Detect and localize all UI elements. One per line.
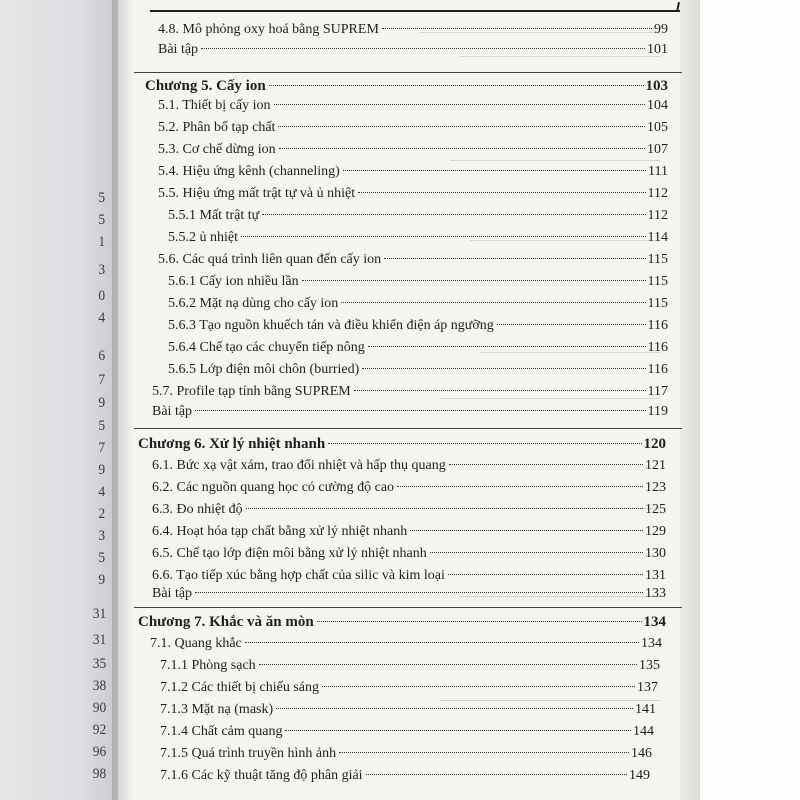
toc-entry xyxy=(158,22,668,38)
toc-entry xyxy=(158,98,668,114)
facing-page-number: 0 xyxy=(98,288,106,304)
dot-leader xyxy=(366,774,627,775)
toc-page-number: 101 xyxy=(647,42,668,57)
toc-entry xyxy=(158,186,668,202)
toc-page-number: 130 xyxy=(645,546,666,561)
dot-leader xyxy=(259,664,637,665)
toc-entry-title: 5.6.1 Cấy ion nhiều lần xyxy=(168,274,299,289)
toc-entry-title: 5.5.1 Mất trật tự xyxy=(168,208,260,223)
toc-page-number: 104 xyxy=(647,98,668,113)
facing-page-number: 9 xyxy=(98,395,106,411)
toc-entry-title: Bài tập xyxy=(152,404,193,419)
toc-subentry xyxy=(168,230,668,246)
toc-entry xyxy=(158,252,668,268)
toc-subentry xyxy=(168,296,668,312)
dot-leader xyxy=(201,48,645,49)
dot-leader xyxy=(241,236,646,237)
facing-page-number: 1 xyxy=(98,234,106,250)
toc-page-number: 99 xyxy=(654,22,668,37)
toc-page-number: 135 xyxy=(639,658,660,673)
toc-page-number: 116 xyxy=(647,318,668,333)
toc-subentry xyxy=(160,746,652,762)
toc-entry xyxy=(152,404,668,420)
toc-entry-title: 4.8. Mô phỏng oxy hoá bằng SUPREM xyxy=(158,22,379,37)
toc-entry-title: 6.3. Đo nhiệt độ xyxy=(152,502,243,517)
toc-page-number: 134 xyxy=(643,614,666,630)
facing-page-number: 35 xyxy=(92,656,107,672)
toc-subentry xyxy=(160,680,658,696)
facing-page-number: 6 xyxy=(98,348,106,364)
facing-page-number: 3 xyxy=(98,262,106,278)
facing-page-edge xyxy=(0,0,118,800)
toc-entry-title: 7.1.2 Các thiết bị chiếu sáng xyxy=(160,680,320,695)
toc-page-number: 121 xyxy=(645,458,666,473)
dot-leader xyxy=(278,126,645,127)
toc-page-number: 111 xyxy=(648,164,668,179)
facing-page-number: 90 xyxy=(92,700,107,716)
facing-page-number: 3 xyxy=(98,528,106,544)
page-edge-right xyxy=(680,0,700,800)
toc-page-number: 105 xyxy=(647,120,668,135)
dot-leader xyxy=(397,486,643,487)
toc-entry xyxy=(158,120,668,136)
toc-entry-title: Bài tập xyxy=(158,42,199,57)
toc-page-number: 116 xyxy=(647,362,668,377)
toc-entry-title: 5.5.2 ủ nhiệt xyxy=(168,230,238,245)
show-through-text xyxy=(440,700,660,701)
dot-leader xyxy=(245,642,639,643)
toc-page-number: 115 xyxy=(647,274,668,289)
toc-entry-title: 5.7. Profile tạp tính bằng SUPREM xyxy=(152,384,351,399)
chapter-rule xyxy=(134,428,682,429)
toc-entry xyxy=(158,142,668,158)
toc-page-number: 120 xyxy=(643,436,666,452)
toc-subentry xyxy=(168,340,668,356)
toc-entry-title: 7.1.5 Quá trình truyền hình ảnh xyxy=(160,746,337,761)
toc-page-number: 123 xyxy=(645,480,666,495)
facing-page-number: 31 xyxy=(92,632,107,648)
toc-entry-title: 5.6.2 Mặt nạ dùng cho cấy ion xyxy=(168,296,339,311)
toc-entry-title: 5.3. Cơ chế dừng ion xyxy=(158,142,276,157)
toc-entry-title: 6.2. Các nguồn quang học có cường độ cao xyxy=(152,480,395,495)
toc-page-number: 103 xyxy=(645,78,668,94)
dot-leader xyxy=(341,302,645,303)
toc-page-number: 125 xyxy=(645,502,666,517)
toc-page-number: 131 xyxy=(645,568,666,583)
dot-leader xyxy=(269,85,644,86)
dot-leader xyxy=(274,104,646,105)
toc-subentry xyxy=(168,208,668,224)
toc-chapter xyxy=(145,78,668,95)
toc-page-number: 146 xyxy=(631,746,652,761)
toc-page-number: 115 xyxy=(647,252,668,267)
chapter-title: Chương 6. Xử lý nhiệt nhanh xyxy=(138,436,326,452)
toc-entry-title: 6.5. Chế tạo lớp điện môi bằng xử lý nhiệt nhanh xyxy=(152,546,427,561)
toc-subentry xyxy=(168,274,668,290)
toc-page-number: 114 xyxy=(647,230,668,245)
toc-page-number: 134 xyxy=(641,636,662,651)
toc-entry-title: 5.2. Phân bố tạp chất xyxy=(158,120,276,135)
dot-leader xyxy=(246,508,643,509)
toc-subentry xyxy=(160,702,656,718)
facing-page-number: 96 xyxy=(92,744,107,760)
toc-entry xyxy=(152,384,668,400)
dot-leader xyxy=(449,464,643,465)
toc-chapter xyxy=(138,436,666,453)
dot-leader xyxy=(195,410,645,411)
dot-leader xyxy=(410,530,643,531)
spine-shadow xyxy=(112,0,134,800)
dot-leader xyxy=(276,708,633,709)
dot-leader xyxy=(279,148,645,149)
toc-entry-title: 6.6. Tạo tiếp xúc bằng hợp chất của silic và kim loại xyxy=(152,568,445,583)
toc-subentry xyxy=(168,318,668,334)
dot-leader xyxy=(285,730,631,731)
toc-entry-title: 5.5. Hiệu ứng mất trật tự và ủ nhiệt xyxy=(158,186,356,201)
toc-entry-title: Bài tập xyxy=(152,586,193,601)
toc-subentry xyxy=(168,362,668,378)
dot-leader xyxy=(322,686,635,687)
toc-page-number: 112 xyxy=(647,186,668,201)
toc-page-number: 119 xyxy=(647,404,668,419)
toc-entry xyxy=(158,42,668,58)
facing-page-number: 92 xyxy=(92,722,107,738)
facing-page-number: 5 xyxy=(98,212,106,228)
dot-leader xyxy=(384,258,645,259)
facing-page-number: 5 xyxy=(98,550,106,566)
facing-page-number: 31 xyxy=(92,606,107,622)
toc-entry-title: 5.6.4 Chế tạo các chuyển tiếp nông xyxy=(168,340,365,355)
chapter-title: Chương 7. Khắc và ăn mòn xyxy=(138,614,314,630)
dot-leader xyxy=(195,592,643,593)
toc-entry xyxy=(150,636,662,652)
dot-leader xyxy=(362,368,645,369)
dot-leader xyxy=(317,621,642,622)
toc-entry-title: 5.4. Hiệu ứng kênh (channeling) xyxy=(158,164,340,179)
toc-entry xyxy=(152,502,666,518)
facing-page-number: 7 xyxy=(98,440,106,456)
toc-chapter xyxy=(138,614,666,631)
facing-page-number: 2 xyxy=(98,506,106,522)
toc-page-number: 133 xyxy=(645,586,666,601)
facing-page-number: 5 xyxy=(98,190,106,206)
facing-page-number: 9 xyxy=(98,462,106,478)
header-rule xyxy=(150,10,680,12)
toc-page-number: 107 xyxy=(647,142,668,157)
toc-entry-title: 5.6. Các quá trình liên quan đến cấy ion xyxy=(158,252,382,267)
toc-entry xyxy=(152,524,666,540)
facing-page-number: 4 xyxy=(98,310,106,326)
toc-entry-title: 6.4. Hoạt hóa tạp chất bằng xử lý nhiệt nhanh xyxy=(152,524,408,539)
facing-page-number: 5 xyxy=(98,418,106,434)
dot-leader xyxy=(343,170,646,171)
chapter-rule xyxy=(134,72,682,73)
toc-subentry xyxy=(160,768,650,784)
facing-page-number: 9 xyxy=(98,572,106,588)
toc-entry xyxy=(152,568,666,584)
dot-leader xyxy=(358,192,645,193)
toc-entry xyxy=(152,458,666,474)
toc-entry xyxy=(152,480,666,496)
toc-page-number: 117 xyxy=(647,384,668,399)
toc-entry-title: 7.1.1 Phòng sạch xyxy=(160,658,256,673)
toc-page-number: 137 xyxy=(637,680,658,695)
dot-leader xyxy=(368,346,646,347)
toc-entry-title: 7.1. Quang khắc xyxy=(150,636,242,651)
dot-leader xyxy=(497,324,646,325)
chapter-rule xyxy=(134,607,682,608)
toc-page-number: 141 xyxy=(635,702,656,717)
toc-page-number: 115 xyxy=(647,296,668,311)
toc-subentry xyxy=(160,724,654,740)
toc-entry-title: 6.1. Bức xạ vật xám, trao đổi nhiệt và hấp thụ quang xyxy=(152,458,446,473)
toc-entry xyxy=(158,164,668,180)
toc-page-number: 116 xyxy=(647,340,668,355)
toc-page-number: 129 xyxy=(645,524,666,539)
toc-entry-title: 5.6.3 Tạo nguồn khuếch tán và điều khiển điện áp ngưỡng xyxy=(168,318,494,333)
dot-leader xyxy=(430,552,643,553)
facing-page-number: 4 xyxy=(98,484,106,500)
show-through-text xyxy=(450,160,660,161)
facing-page-number: 38 xyxy=(92,678,107,694)
toc-entry xyxy=(152,546,666,562)
toc-entry xyxy=(152,586,666,602)
toc-entry-title: 7.1.4 Chất cảm quang xyxy=(160,724,283,739)
dot-leader xyxy=(339,752,629,753)
dot-leader xyxy=(382,28,652,29)
dot-leader xyxy=(448,574,643,575)
toc-subentry xyxy=(160,658,660,674)
toc-page-number: 144 xyxy=(633,724,654,739)
dot-leader xyxy=(328,443,641,444)
facing-page-number: 7 xyxy=(98,372,106,388)
chapter-title: Chương 5. Cấy ion xyxy=(145,78,266,94)
toc-entry-title: 5.1. Thiết bị cấy ion xyxy=(158,98,271,113)
dot-leader xyxy=(302,280,646,281)
toc-page-number: 149 xyxy=(629,768,650,783)
dot-leader xyxy=(354,390,646,391)
dot-leader xyxy=(262,214,645,215)
toc-page-number: 112 xyxy=(647,208,668,223)
toc-entry-title: 7.1.3 Mặt nạ (mask) xyxy=(160,702,274,717)
toc-entry-title: 5.6.5 Lớp điện môi chôn (burried) xyxy=(168,362,360,377)
facing-page-number: 98 xyxy=(92,766,107,782)
toc-entry-title: 7.1.6 Các kỹ thuật tăng độ phân giải xyxy=(160,768,363,783)
